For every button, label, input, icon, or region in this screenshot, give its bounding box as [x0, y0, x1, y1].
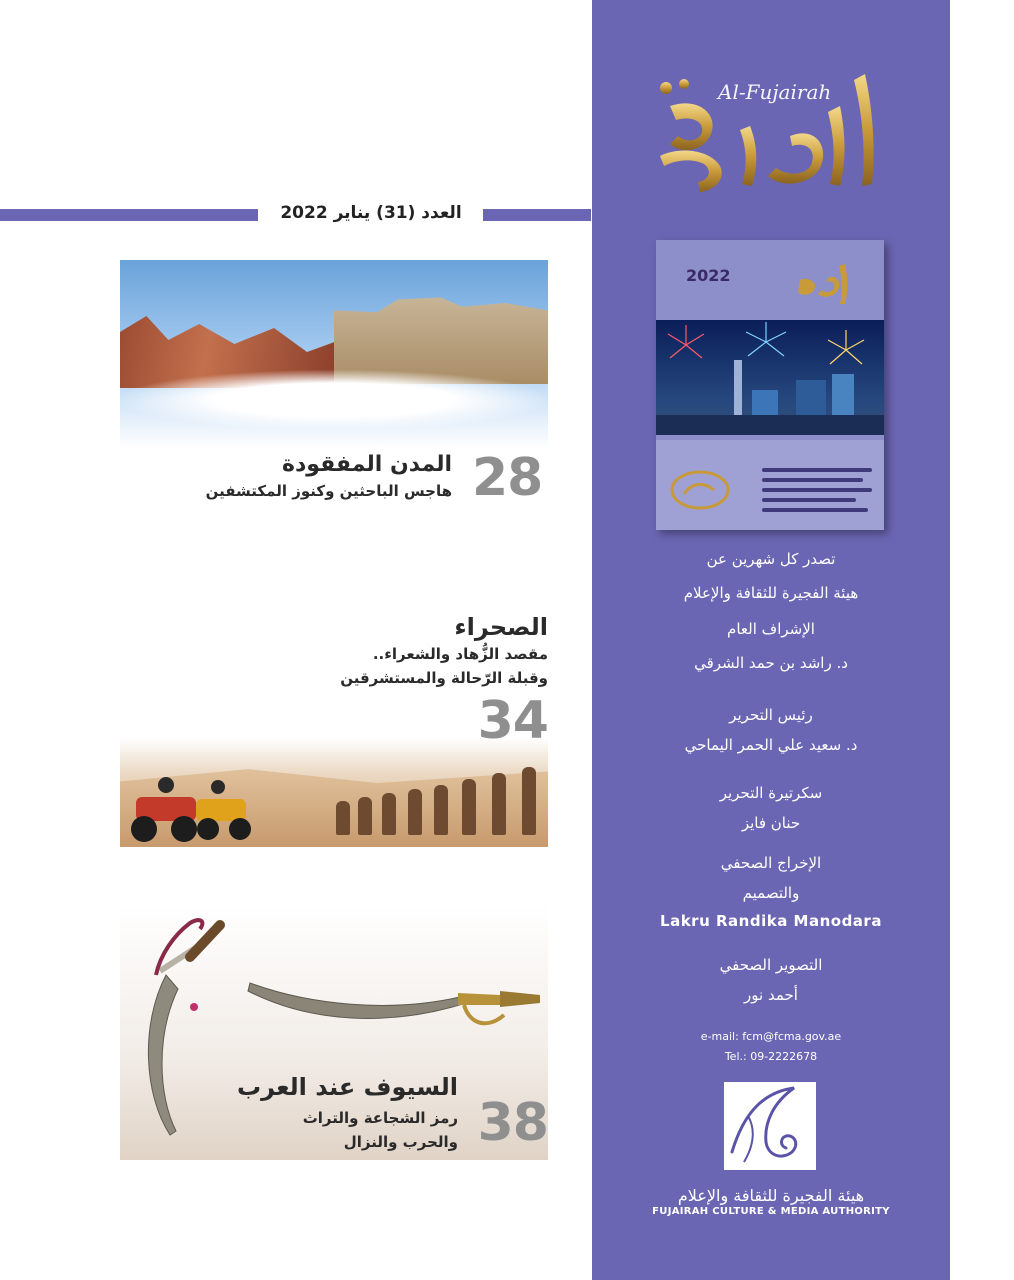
credits-publisher: هيئة الفجيرة للثقافة والإعلام	[683, 584, 859, 602]
article-page-number: 38	[477, 1093, 548, 1153]
article-title: السيوف عند العرب	[237, 1073, 458, 1101]
authority-logo-icon	[724, 1082, 816, 1170]
credits-supervision-label: الإشراف العام	[727, 620, 815, 638]
article-subtitle-line-2: والحرب والنزال	[343, 1133, 458, 1151]
contact-phone: Tel.: 09-2222678	[724, 1050, 818, 1063]
article-title: الصحراء	[454, 613, 548, 641]
cover-logo-icon	[790, 260, 860, 308]
article-subtitle-line-2: وقبلة الرّحالة والمستشرقين	[340, 669, 548, 687]
cover-headlines	[762, 462, 872, 518]
article-page-number: 28	[472, 448, 543, 508]
camel-caravan-image	[330, 755, 548, 835]
quad-bike-image	[126, 775, 256, 845]
article-subtitle-line-1: رمز الشجاعة والتراث	[302, 1109, 458, 1127]
credits-frequency: تصدر كل شهرين عن	[706, 550, 836, 568]
cover-fireworks-image	[656, 320, 884, 435]
cover-year: 2022	[686, 266, 731, 285]
masthead-credits	[592, 550, 950, 1070]
authority-name-arabic: هيئة الفجيرة للثقافة والإعلام	[677, 1186, 865, 1205]
contact-email[interactable]: e-mail: fcm@fcma.gov.ae	[700, 1030, 842, 1043]
article-subtitle: هاجس الباحثين وكنوز المكتشفين	[205, 482, 452, 500]
credits-secretary-label: سكرتيرة التحرير	[719, 784, 823, 802]
credits-layout-label-2: والتصميم	[742, 884, 800, 902]
issue-rule-right	[483, 209, 591, 221]
article-subtitle-line-1: مقصد الزُّهاد والشعراء..	[372, 645, 548, 663]
credits-editor: د. سعيد علي الحمر اليماحي	[684, 736, 858, 754]
cloud-band	[120, 370, 548, 430]
article-desert[interactable]	[120, 605, 548, 847]
article-arab-swords[interactable]	[120, 905, 548, 1160]
credits-designer: Lakru Randika Manodara	[660, 912, 882, 930]
credits-secretary: حنان فايز	[741, 814, 801, 832]
article-lost-cities[interactable]	[120, 260, 548, 510]
credits-photo-label: التصوير الصحفي	[719, 956, 823, 974]
issue-number: العدد (31) يناير 2022	[280, 203, 462, 223]
credits-editor-label: رئيس التحرير	[729, 706, 813, 724]
issue-rule-left	[0, 209, 258, 221]
magazine-logo	[640, 66, 900, 201]
cover-calligraphy-icon	[670, 468, 730, 512]
credits-supervisor: د. راشد بن حمد الشرقي	[694, 654, 848, 672]
logo-latin-text: Al-Fujairah	[718, 80, 832, 104]
credits-photographer: أحمد نور	[744, 986, 798, 1004]
credits-layout-label: الإخراج الصحفي	[720, 854, 822, 872]
cover-thumbnail	[656, 240, 884, 530]
article-title: المدن المفقودة	[282, 452, 452, 477]
authority-name-english: FUJAIRAH CULTURE & MEDIA AUTHORITY	[652, 1206, 890, 1217]
article-page-number: 34	[477, 691, 548, 751]
